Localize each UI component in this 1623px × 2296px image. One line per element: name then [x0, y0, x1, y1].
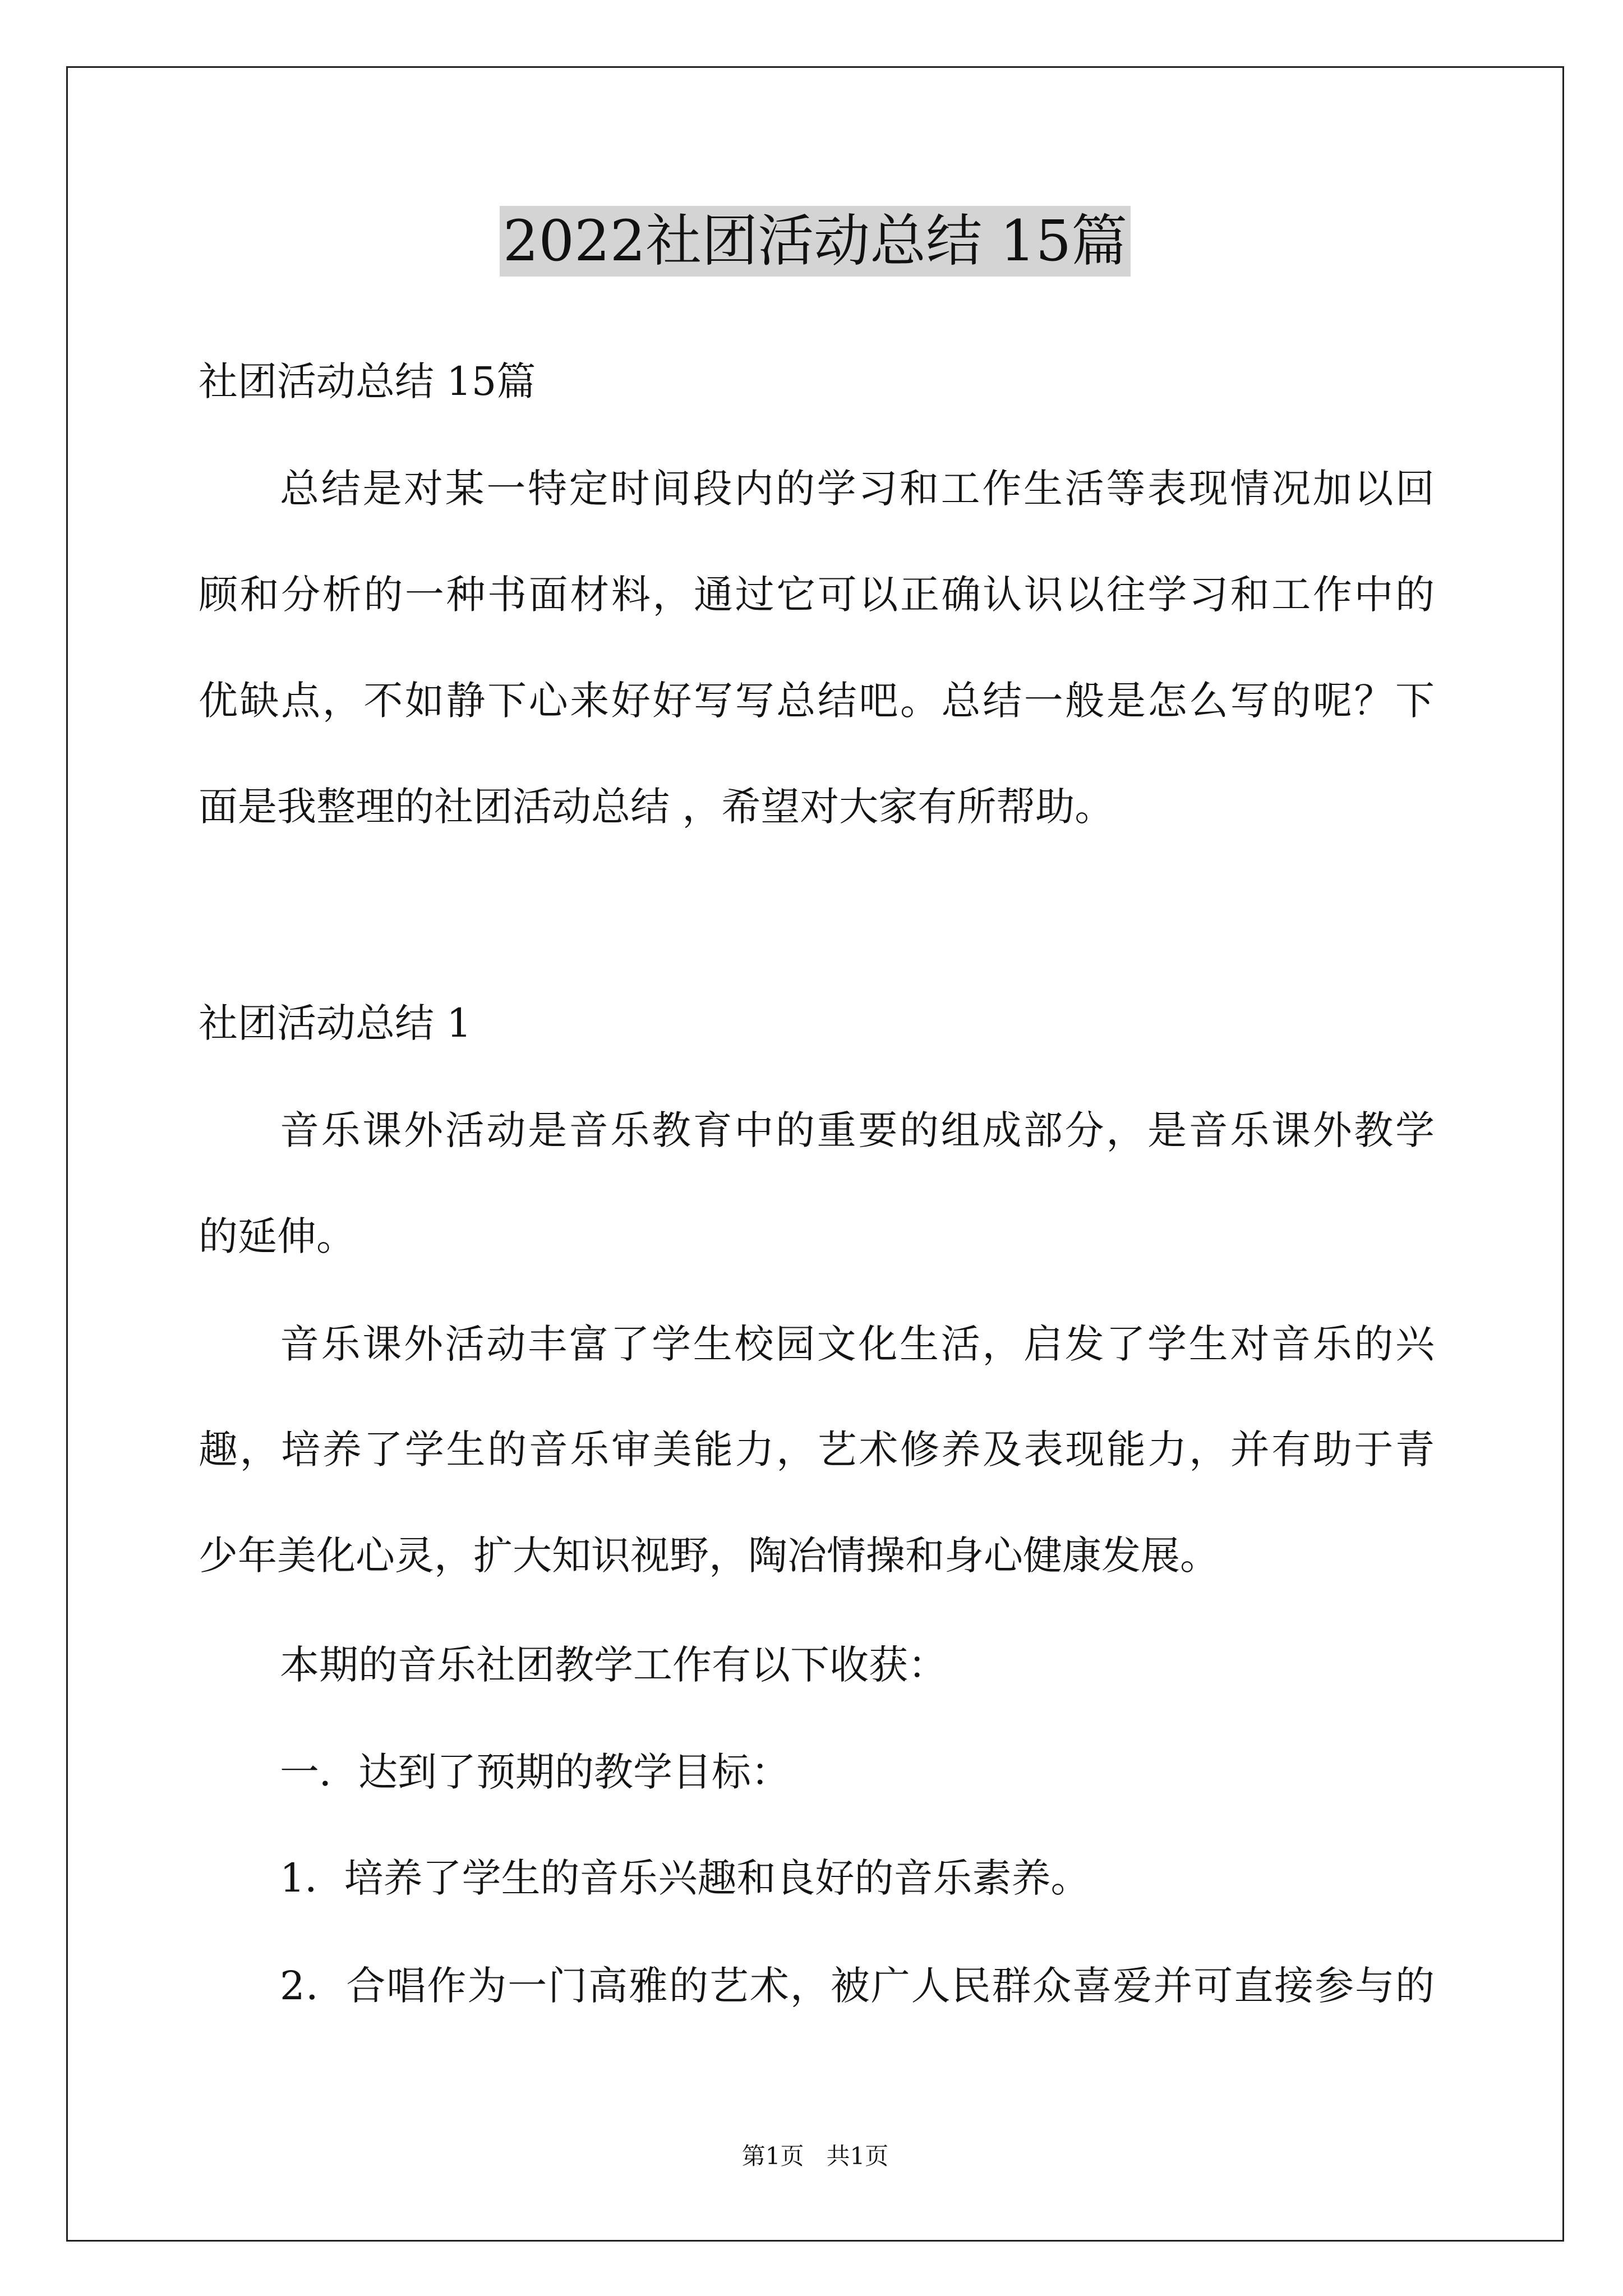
page-total: 共1页	[826, 2142, 889, 2170]
list-item: 2．合唱作为一门高雅的艺术，被广人民群众喜爱并可直接参与的	[280, 1963, 1435, 2009]
document-subtitle: 社团活动总结 15篇	[199, 358, 536, 404]
paragraph-line: 趣，培养了学生的音乐审美能力，艺术修养及表现能力，并有助于青	[199, 1427, 1435, 1473]
page-number: 第1页	[741, 2142, 804, 2170]
paragraph-line: 少年美化心灵，扩大知识视野，陶冶情操和身心健康发展。	[199, 1533, 1219, 1579]
paragraph-line: 音乐课外活动是音乐教育中的重要的组成部分，是音乐课外教学	[280, 1107, 1435, 1153]
document-title-container	[66, 206, 1564, 277]
section-heading: 社团活动总结 1	[199, 1000, 472, 1046]
intro-line: 优缺点，不如静下心来好好写写总结吧。总结一般是怎么写的呢？下	[199, 678, 1435, 724]
intro-line: 总结是对某一特定时间段内的学习和工作生活等表现情况加以回	[280, 466, 1435, 512]
paragraph-line: 本期的音乐社团教学工作有以下收获：	[280, 1642, 947, 1688]
page-footer	[66, 2139, 1564, 2173]
list-heading: 一．达到了预期的教学目标：	[280, 1749, 790, 1795]
intro-line: 顾和分析的一种书面材料，通过它可以正确认识以往学习和工作中的	[199, 572, 1435, 618]
list-item: 1．培养了学生的音乐兴趣和良好的音乐素养。	[280, 1855, 1090, 1901]
intro-line: 面是我整理的社团活动总结 ，希望对大家有所帮助。	[199, 784, 1114, 830]
paragraph-line: 的延伸。	[199, 1213, 356, 1259]
document-title: 2022社团活动总结 15篇	[500, 206, 1131, 277]
paragraph-line: 音乐课外活动丰富了学生校园文化生活，启发了学生对音乐的兴	[280, 1321, 1435, 1367]
